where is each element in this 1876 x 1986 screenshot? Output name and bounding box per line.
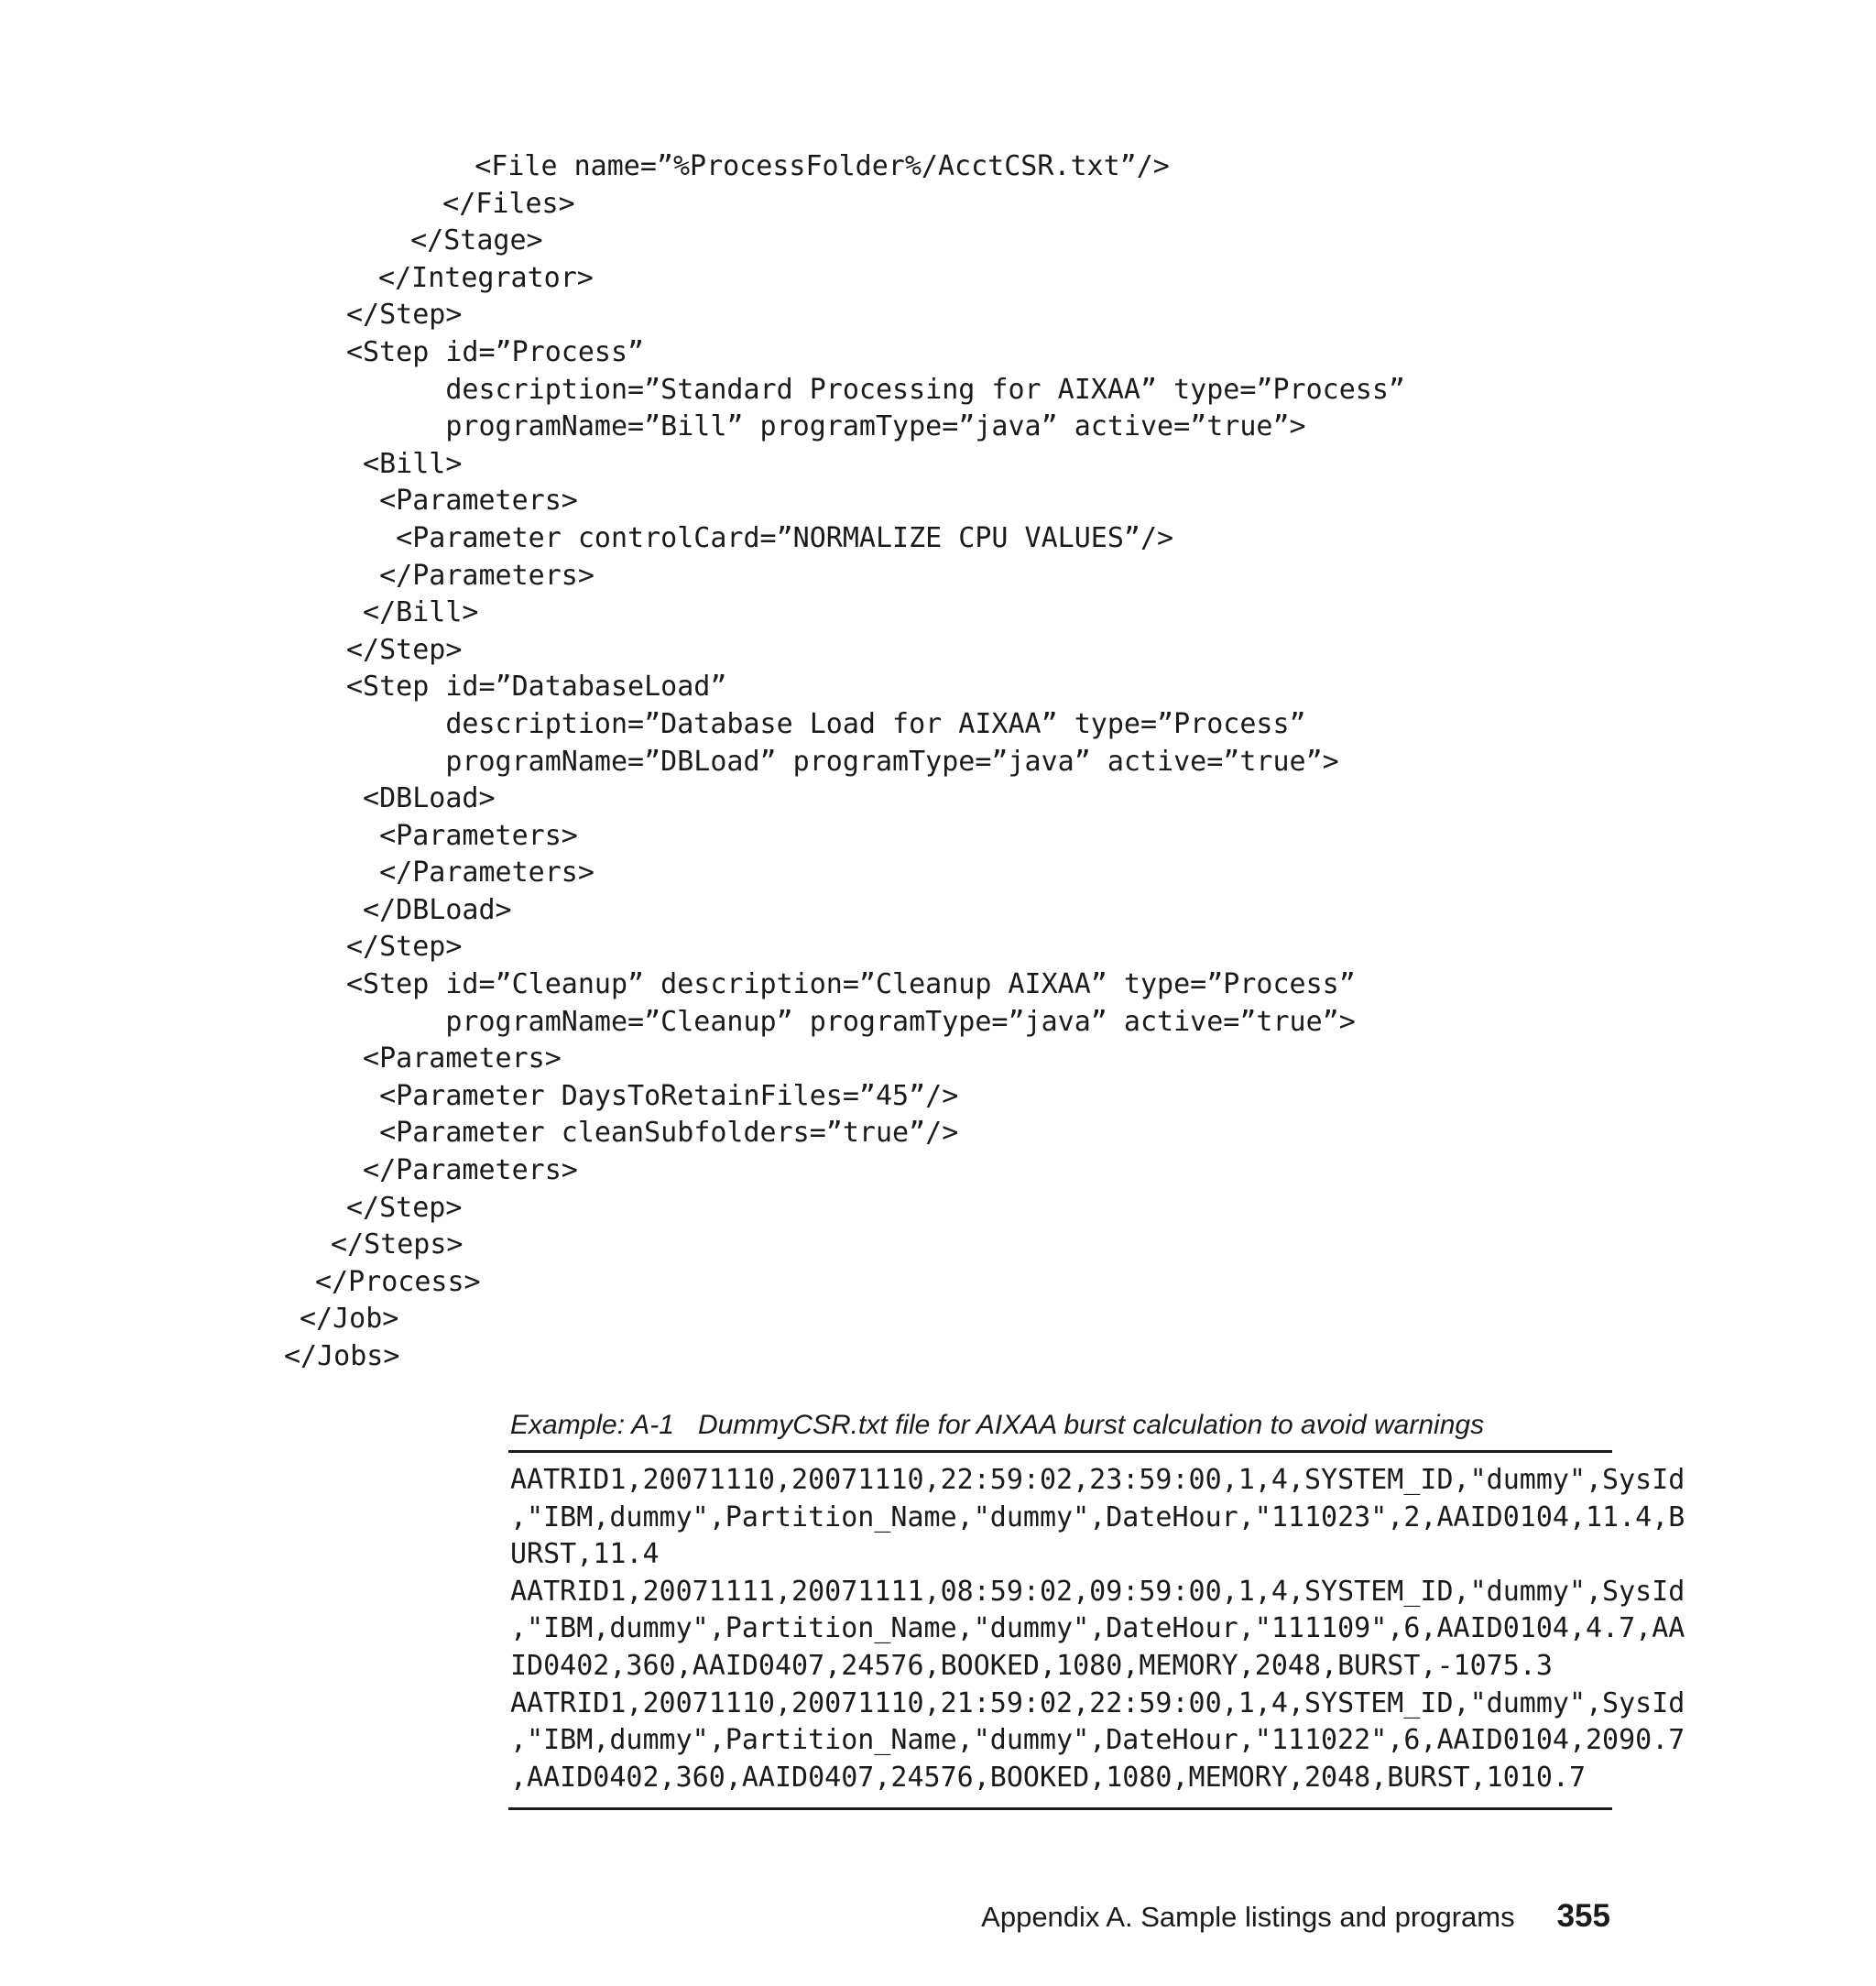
code-line: programName=”Cleanup” programType=”java” active=”true”> xyxy=(346,1005,1356,1038)
code-line: <Step id=”Cleanup” description=”Cleanup AIXAA” type=”Process” xyxy=(346,968,1356,1001)
example-line: AATRID1,20071111,20071111,08:59:02,09:59:00,1,4,SYSTEM_ID,"dummy",SysId xyxy=(510,1575,1685,1608)
code-line: </Step> xyxy=(346,633,463,666)
code-line: </DBLoad> xyxy=(346,893,512,926)
page-number: 355 xyxy=(1556,1898,1610,1934)
example-listing-box xyxy=(508,1450,1685,1810)
code-line: </Integrator> xyxy=(362,261,594,294)
code-line: description=”Standard Processing for AIXAA” type=”Process” xyxy=(346,373,1405,406)
code-line: <Bill> xyxy=(346,447,463,480)
code-line: </Step> xyxy=(346,931,463,964)
code-line: </Steps> xyxy=(331,1228,464,1261)
code-line: programName=”DBLoad” programType=”java” active=”true”> xyxy=(346,745,1339,778)
example-line: URST,11.4 xyxy=(510,1538,660,1571)
code-line: <Parameters> xyxy=(346,819,578,852)
code-line: </Process> xyxy=(315,1265,481,1298)
example-caption xyxy=(510,1407,1484,1444)
example-title: DummyCSR.txt file for AIXAA burst calculation to avoid warnings xyxy=(697,1410,1485,1440)
xml-code-listing xyxy=(284,148,1405,1376)
example-line: ,"IBM,dummy",Partition_Name,"dummy",DateHour,"111022",6,AAID0104,2090.7 xyxy=(510,1724,1685,1757)
code-line: <Parameter controlCard=”NORMALIZE CPU VALUES”/> xyxy=(346,521,1174,554)
code-line: </Bill> xyxy=(346,596,479,629)
code-line: programName=”Bill” programType=”java” active=”true”> xyxy=(346,410,1306,443)
example-line: AATRID1,20071110,20071110,21:59:02,22:59:00,1,4,SYSTEM_ID,"dummy",SysId xyxy=(510,1686,1685,1719)
example-label: Example: A-1 xyxy=(510,1410,674,1440)
code-line: </Parameters> xyxy=(346,1154,578,1187)
code-line: <Parameter cleanSubfolders=”true”/> xyxy=(346,1117,959,1150)
code-line: <Parameter DaysToRetainFiles=”45”/> xyxy=(346,1079,959,1112)
example-line: ,"IBM,dummy",Partition_Name,"dummy",DateHour,"111023",2,AAID0104,11.4,B xyxy=(510,1500,1685,1533)
example-line: ,"IBM,dummy",Partition_Name,"dummy",DateHour,"111109",6,AAID0104,4.7,AA xyxy=(510,1612,1685,1645)
code-line: </Parameters> xyxy=(346,559,594,592)
code-line: <Parameters> xyxy=(346,1042,562,1075)
code-line: </Step> xyxy=(346,299,463,332)
code-line: <Parameters> xyxy=(346,485,578,518)
code-line: </Step> xyxy=(346,1191,463,1224)
code-line: <File name=”%ProcessFolder%/AcctCSR.txt”/> xyxy=(409,150,1170,182)
code-line: description=”Database Load for AIXAA” type=”Process” xyxy=(346,707,1306,740)
code-line: <DBLoad> xyxy=(346,782,496,815)
code-line: </Job> xyxy=(300,1303,399,1336)
code-line: </Stage> xyxy=(377,224,543,257)
code-line: <Step id=”Process” xyxy=(346,335,645,368)
code-line: </Parameters> xyxy=(346,857,594,889)
example-line: ID0402,360,AAID0407,24576,BOOKED,1080,MEMORY,2048,BURST,-1075.3 xyxy=(510,1649,1553,1682)
code-line: </Jobs> xyxy=(284,1340,400,1372)
example-listing xyxy=(510,1462,1685,1796)
example-line: AATRID1,20071110,20071110,22:59:02,23:59:00,1,4,SYSTEM_ID,"dummy",SysId xyxy=(510,1464,1685,1496)
code-line: </Files> xyxy=(393,187,575,220)
example-line: ,AAID0402,360,AAID0407,24576,BOOKED,1080,MEMORY,2048,BURST,1010.7 xyxy=(510,1761,1586,1794)
page-footer xyxy=(981,1896,1610,1937)
code-line: <Step id=”DatabaseLoad” xyxy=(346,671,727,704)
footer-text: Appendix A. Sample listings and programs xyxy=(981,1901,1515,1933)
